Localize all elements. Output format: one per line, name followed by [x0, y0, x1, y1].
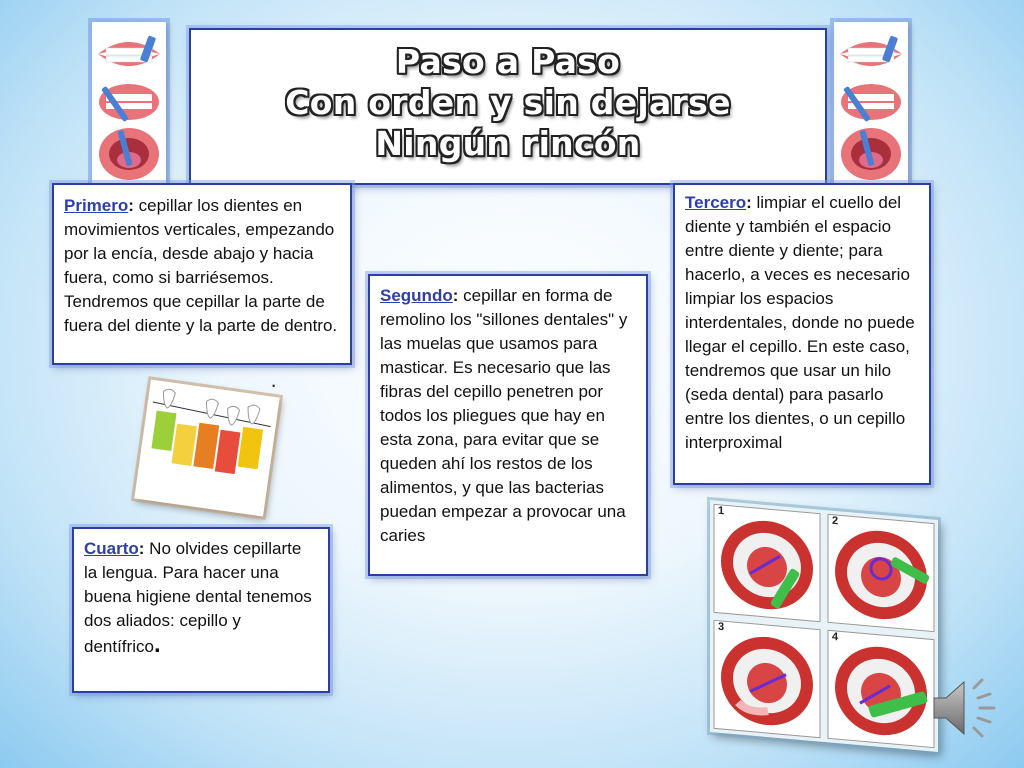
step-segundo-box [368, 274, 648, 576]
step-tercero-box [673, 183, 931, 485]
step-primero-colon: : [128, 196, 134, 215]
left-brushing-illustration [92, 22, 166, 187]
title-line-2: Con orden y sin dejarse [285, 83, 731, 122]
tooth-brushing-illustration-icon [92, 22, 166, 187]
step-primero-label: Primero [64, 196, 129, 215]
step-segundo-label: Segundo [380, 286, 453, 305]
title-line-3: Ningún rincón [375, 124, 641, 163]
step-cuarto-text: No olvides cepillarte la lengua. Para hacer una buena higiene dental tenemos dos aliados: cepillo y dentífrico [84, 539, 312, 656]
diagram-number-1: 1 [718, 504, 725, 518]
diagram-number-3: 3 [718, 620, 725, 634]
step-cuarto-end: . [153, 631, 161, 658]
step-cuarto-box [72, 527, 330, 693]
tooth-brushing-illustration-icon [834, 22, 908, 187]
step-segundo-colon: : [452, 286, 459, 305]
decorative-dot: · [270, 372, 278, 397]
step-cuarto-colon: : [138, 539, 145, 558]
mouth-brushing-diagram [710, 500, 938, 752]
step-segundo-text: cepillar en forma de remolino los "sillones dentales" y las muelas que usamos para masticar. Es necesario que las fibras del cepillo penetren por todos los pliegues que hay en esta zona, para evitar que se queden ahí los restos de los alimentos, y que las bacterias puedan empezar a provocar una caries [380, 286, 628, 545]
diagram-number-2: 2 [832, 514, 839, 528]
speaker-icon[interactable] [930, 676, 1000, 740]
step-tercero-label: Tercero [685, 193, 747, 212]
diagram-number-4: 4 [832, 630, 839, 644]
title-box [189, 28, 827, 185]
step-primero-text: cepillar los dientes en movimientos verticales, empezando por la encía, desde abajo y hacia fuera, como si barriésemos. Tendremos que cepillar la parte de fuera del diente y la parte de dentro. [64, 196, 338, 335]
step-tercero-colon: : [746, 193, 752, 212]
step-primero-box [52, 183, 352, 365]
tooth-cards-picture [134, 380, 279, 517]
step-tercero-text: limpiar el cuello del diente y también el espacio entre diente y diente; para hacerlo, a veces es necesario limpiar los espacios interdentales, donde no puede llegar el cepillo. En este caso, tendremos que usar un hilo (seda dental) para pasarlo entre los dientes, o un cepillo interproximal [685, 193, 915, 452]
right-brushing-illustration [834, 22, 908, 187]
step-cuarto-label: Cuarto [84, 539, 139, 558]
title-line-1: Paso a Paso [395, 42, 621, 81]
